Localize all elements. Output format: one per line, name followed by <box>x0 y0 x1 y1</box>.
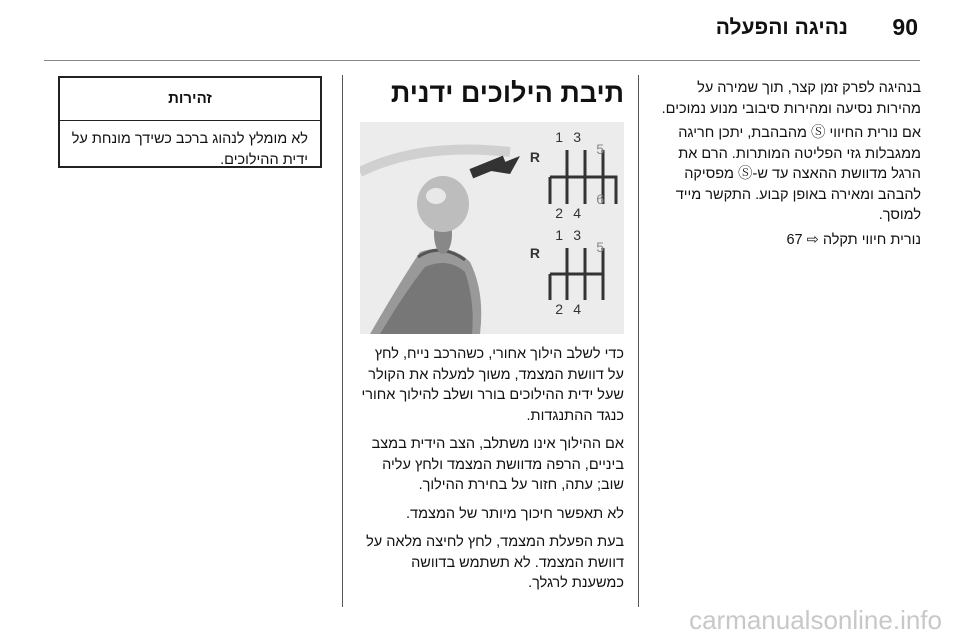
middle-paragraph-3: לא תאפשר חיכוך מיותר של המצמד. <box>406 505 624 522</box>
middle-paragraph-1: כדי לשלב הילוך אחורי, כשהרכב נייח, לחץ על דוושת המצמד, משוך למעלה את הקולר שעל ידית ההילוכים בורר ושלב להילוך אחורי כנגד ההתנגדות. <box>361 346 624 424</box>
right-paragraph-1: בנהיגה לפרק זמן קצר, תוך שמירה על מהירות נסיעה ומהירות סיבובי מנוע נמוכים. <box>661 80 921 117</box>
figure-label-bottom-5: 5 <box>596 239 604 255</box>
figure-label-top-4: 4 <box>573 205 581 221</box>
column-divider-right <box>638 75 639 607</box>
figure-label-bottom-3: 3 <box>573 227 581 243</box>
figure-label-top-5: 5 <box>596 141 604 157</box>
manual-transmission-title: תיבת הילוכים ידנית <box>390 78 624 108</box>
figure-label-bottom-1: 1 <box>555 227 563 243</box>
right-column <box>653 78 921 254</box>
gear-shift-figure <box>360 122 624 334</box>
middle-column <box>360 78 624 602</box>
middle-paragraph-2: אם ההילוך אינו משתלב, הצב הידית במצב ביניים, הרפה מדוושת המצמד ולחץ עליה שוב; עתה, חזור על בחירת ההילוך. <box>371 436 624 493</box>
warning-text: לא מומלץ לנהוג ברכב כשידך מונחת על ידית ההילוכים. <box>71 131 308 168</box>
watermark: carmanualsonline.info <box>689 605 942 635</box>
right-paragraph-3: נורית חיווי תקלה ⇨ 67 <box>786 231 921 248</box>
figure-label-bottom-r: R <box>529 245 540 261</box>
figure-label-top-1: 1 <box>555 129 563 145</box>
page-header <box>0 0 960 62</box>
column-divider-left <box>342 75 343 607</box>
section-title: נהיגה והפעלה <box>715 16 848 39</box>
middle-paragraph-4: בעת הפעלת המצמד, לחץ לחיצה מלאה על דוושת המצמד. לא תשתמש בדוושה כמשענת לרגלך. <box>366 534 624 591</box>
figure-label-bottom-4: 4 <box>573 301 581 317</box>
page-number: 90 <box>892 14 918 40</box>
warning-heading: זהירות <box>60 78 320 121</box>
figure-label-top-6: 6 <box>596 191 604 207</box>
figure-label-top-r: R <box>529 149 540 165</box>
warning-box <box>58 76 322 168</box>
figure-label-bottom-2: 2 <box>555 301 563 317</box>
header-rule <box>44 60 920 61</box>
figure-label-top-2: 2 <box>555 205 563 221</box>
gear-shift-illustration <box>360 122 624 334</box>
figure-label-top-3: 3 <box>573 129 581 145</box>
right-paragraph-2: אם נורית החיווי Ⓢ מהבהבת, יתכן חריגה ממגבלות גזי הפליטה המותרות. הרם את הרגל מדוושת ההאצה עד ש-Ⓢ מפסיקה להבהב ומאירה באופן קבוע. התקשר מייד למוסך. <box>675 125 921 223</box>
